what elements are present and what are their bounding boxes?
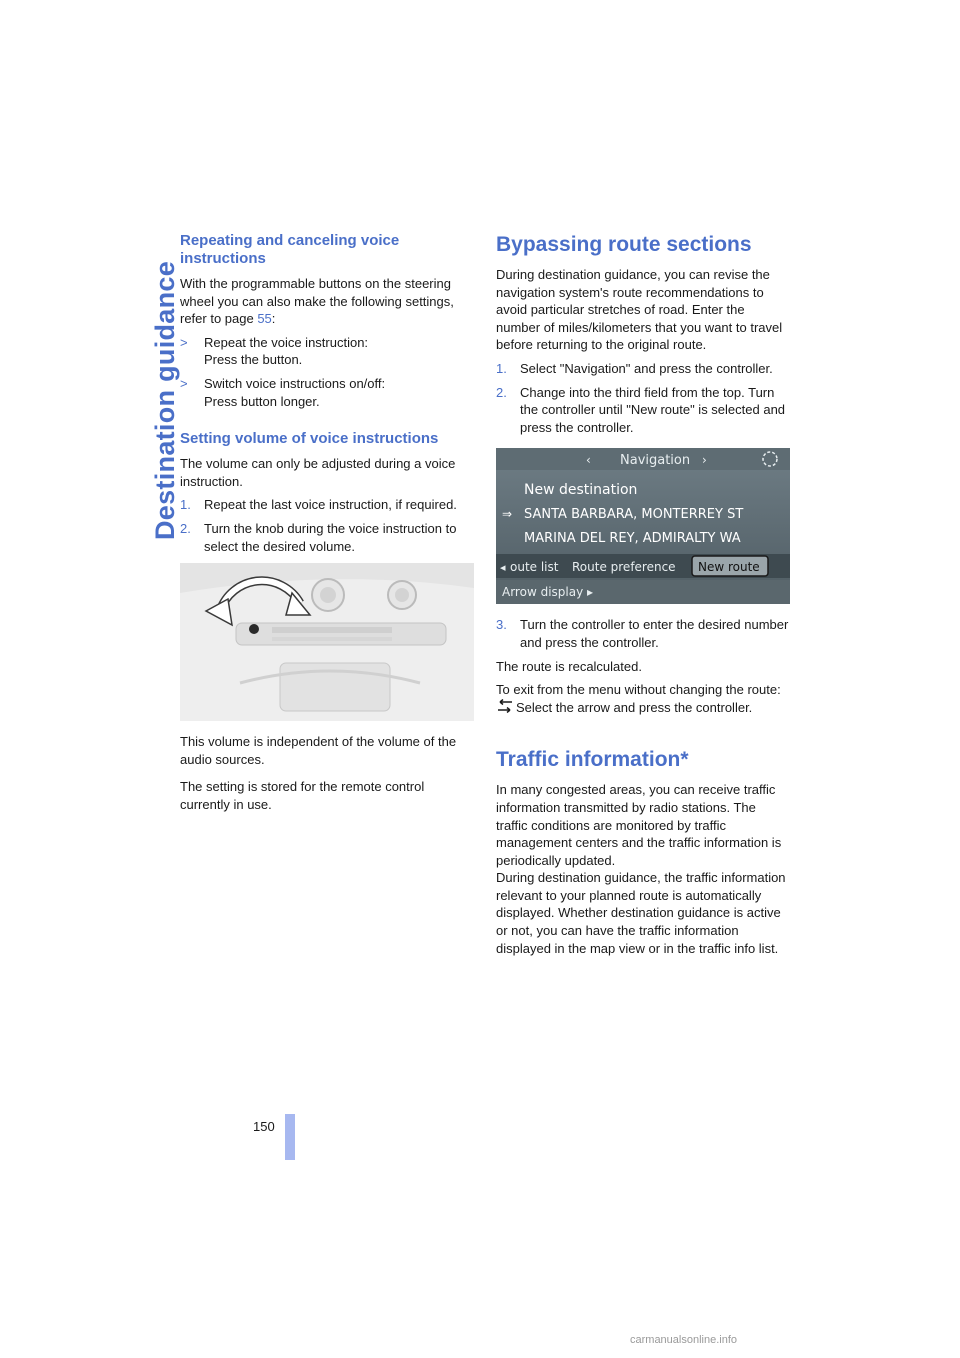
back-arrow-icon xyxy=(496,699,516,718)
nav-header-right-arrow: › xyxy=(702,453,707,468)
exit-action-text: Select the arrow and press the controller. xyxy=(516,699,753,715)
navigation-screen-figure xyxy=(496,448,790,604)
bullet-marker: > xyxy=(180,375,188,391)
step-item xyxy=(496,616,790,651)
step-text: Select "Navigation" and press the controller. xyxy=(520,360,773,376)
step-text: Turn the knob during the voice instruction to select the desired volume. xyxy=(204,520,457,554)
bullet-line: Switch voice instructions on/off: xyxy=(204,375,386,391)
nav-header-title: Navigation xyxy=(620,453,691,469)
site-watermark: carmanualsonline.info xyxy=(630,1334,738,1346)
side-chapter-title xyxy=(106,230,180,550)
step-number: 2. xyxy=(496,384,507,400)
section-heading-volume: Setting volume of voice instructions xyxy=(180,430,439,448)
bullet-item xyxy=(180,375,474,410)
bullet-line: Press button longer. xyxy=(204,393,320,409)
step-text: Change into the third field from the top. Turn the controller until "New route" is selected and press the controller. xyxy=(520,384,786,435)
step-number: 1. xyxy=(180,497,191,513)
paragraph-setting-stored: The setting is stored for the remote control currently in use. xyxy=(180,779,425,812)
paragraph-traffic-1: In many congested areas, you can receive traffic information transmitted by radio stations. The traffic conditions are monitored by traffic management centers and the traffic information is periodically updated. xyxy=(496,782,782,868)
bullet-item xyxy=(180,334,474,369)
section-heading-repeating: Repeating and canceling voice instructions xyxy=(180,232,400,267)
section-intro-bypassing: During destination guidance, you can revise the navigation system's route recommendations to avoid particular stretches of road. Enter the number of miles/kilometers that you want to travel before returning to the original route. xyxy=(496,267,783,353)
bullet-text xyxy=(204,375,385,410)
chapter-title-text: Destination guidance xyxy=(150,260,180,540)
step-number: 3. xyxy=(496,617,507,633)
step-item xyxy=(496,384,790,437)
exit-instruction xyxy=(496,699,790,718)
left-column xyxy=(180,232,474,820)
console-knob-figure xyxy=(180,563,474,721)
section-intro-volume: The volume can only be adjusted during a voice instruction. xyxy=(180,456,456,489)
bullet-line: Press the button. xyxy=(204,352,303,368)
right-column xyxy=(496,232,790,963)
navigation-screen xyxy=(496,448,790,604)
intro-colon: : xyxy=(271,311,276,327)
nav-header-left-arrow: ‹ xyxy=(586,453,591,468)
paragraph-exit-intro: To exit from the menu without changing the route: xyxy=(496,682,781,698)
nav-row-arrow-display: Arrow display ▸ xyxy=(502,585,594,600)
step-item xyxy=(180,496,474,514)
page-number: 150 xyxy=(253,1119,275,1134)
page-link[interactable]: 55 xyxy=(257,311,272,327)
step-text: Repeat the last voice instruction, if required. xyxy=(204,497,457,513)
console-illustration xyxy=(180,563,474,721)
bullet-line: Repeat the voice instruction: xyxy=(204,334,369,350)
section-heading-bypassing: Bypassing route sections xyxy=(496,233,752,256)
step-item xyxy=(496,360,790,378)
nav-tab-route-list: oute list xyxy=(510,560,559,575)
section-heading-traffic: Traffic information* xyxy=(496,748,689,772)
paragraph-volume-independent: This volume is independent of the volume of the audio sources. xyxy=(180,734,457,767)
nav-row-destination-1: SANTA BARBARA, MONTERREY ST xyxy=(524,507,744,523)
footer-accent-bar xyxy=(285,1114,295,1160)
nav-tab-route-preference: Route preference xyxy=(572,560,676,575)
step-number: 1. xyxy=(496,360,507,376)
nav-tab-left-arrow: ◂ xyxy=(500,561,506,575)
bullet-text xyxy=(204,334,368,369)
nav-row-new-destination: New destination xyxy=(524,482,638,499)
section-intro-repeating xyxy=(180,275,474,328)
nav-row-arrow-icon: ⇒ xyxy=(502,507,513,522)
nav-tab-new-route: New route xyxy=(698,560,760,575)
step-item xyxy=(180,520,474,555)
step-text: Turn the controller to enter the desired number and press the controller. xyxy=(520,617,789,650)
bullet-marker: > xyxy=(180,334,188,350)
intro-text: With the programmable buttons on the steering wheel you can also make the following settings, refer to page xyxy=(180,276,454,327)
paragraph-traffic-2: During destination guidance, the traffic information relevant to your planned route is automatically displayed. Whether destination guidance is active or not, you can have the traffic information displayed in the map view or in the traffic info list. xyxy=(496,870,786,956)
nav-row-destination-2: MARINA DEL REY, ADMIRALTY WA xyxy=(524,531,741,547)
paragraph-recalculated: The route is recalculated. xyxy=(496,658,642,674)
step-number: 2. xyxy=(180,520,191,536)
